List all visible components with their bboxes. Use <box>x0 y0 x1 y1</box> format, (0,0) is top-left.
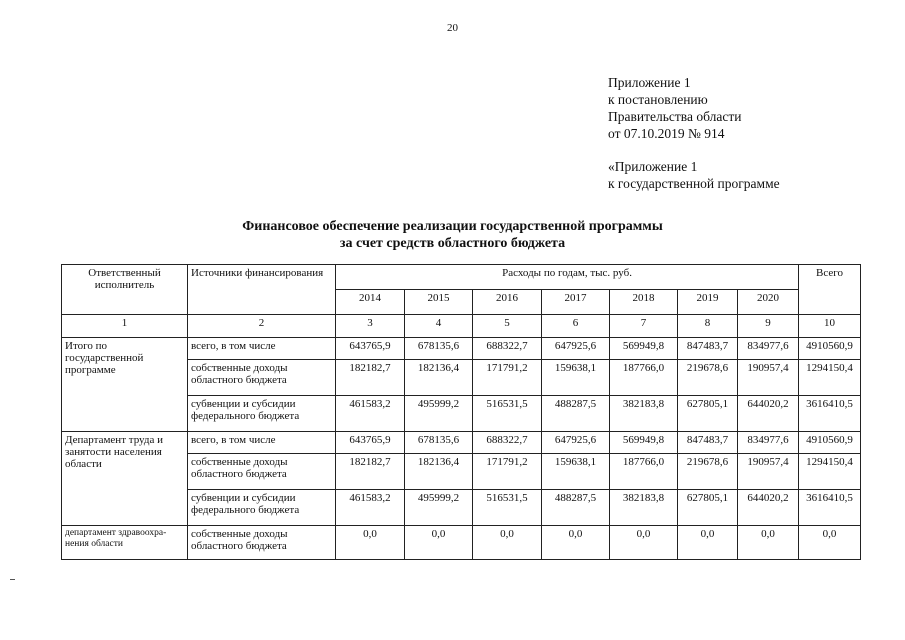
value-cell: 0,0 <box>610 526 678 560</box>
header-expenses: Расходы по годам, тыс. руб. <box>336 265 799 290</box>
header-year: 2020 <box>738 290 799 315</box>
source-cell: собственные доходы областного бюджета <box>188 454 336 490</box>
value-cell: 516531,5 <box>473 396 542 432</box>
column-number: 2 <box>188 315 336 338</box>
appendix-line: к государственной программе <box>608 176 780 191</box>
value-cell: 190957,4 <box>738 454 799 490</box>
column-number: 4 <box>405 315 473 338</box>
value-cell: 678135,6 <box>405 432 473 454</box>
column-number: 9 <box>738 315 799 338</box>
column-number: 3 <box>336 315 405 338</box>
value-cell: 0,0 <box>473 526 542 560</box>
source-cell: всего, в том числе <box>188 432 336 454</box>
appendix-line: от 07.10.2019 № 914 <box>608 126 725 141</box>
column-number: 7 <box>610 315 678 338</box>
header-year: 2019 <box>678 290 738 315</box>
value-cell: 0,0 <box>405 526 473 560</box>
executor-cell: Департамент труда и занятости населения области <box>62 432 188 526</box>
column-number: 8 <box>678 315 738 338</box>
value-cell: 3616410,5 <box>799 490 861 526</box>
column-number: 10 <box>799 315 861 338</box>
value-cell: 1294150,4 <box>799 454 861 490</box>
value-cell: 644020,2 <box>738 490 799 526</box>
executor-cell: департамент здравоохра-нения области <box>62 526 188 560</box>
value-cell: 4910560,9 <box>799 432 861 454</box>
value-cell: 644020,2 <box>738 396 799 432</box>
title-line: Финансовое обеспечение реализации государственной программы <box>242 219 663 234</box>
value-cell: 627805,1 <box>678 396 738 432</box>
appendix-line: Правительства области <box>608 109 742 124</box>
value-cell: 678135,6 <box>405 338 473 360</box>
value-cell: 834977,6 <box>738 432 799 454</box>
value-cell: 488287,5 <box>542 396 610 432</box>
source-cell: собственные доходы областного бюджета <box>188 526 336 560</box>
value-cell: 0,0 <box>799 526 861 560</box>
appendix-line: «Приложение 1 <box>608 159 698 174</box>
table-row <box>62 432 861 454</box>
value-cell: 182136,4 <box>405 454 473 490</box>
value-cell: 647925,6 <box>542 338 610 360</box>
value-cell: 219678,6 <box>678 360 738 396</box>
value-cell: 182182,7 <box>336 360 405 396</box>
appendix-block <box>608 74 780 192</box>
source-cell: субвенции и субсидии федерального бюджета <box>188 490 336 526</box>
value-cell: 495999,2 <box>405 490 473 526</box>
column-number: 1 <box>62 315 188 338</box>
value-cell: 182182,7 <box>336 454 405 490</box>
page-number: 20 <box>447 22 458 34</box>
column-number: 6 <box>542 315 610 338</box>
header-executor: Ответственный исполнитель <box>62 265 188 315</box>
value-cell: 488287,5 <box>542 490 610 526</box>
value-cell: 461583,2 <box>336 396 405 432</box>
value-cell: 0,0 <box>678 526 738 560</box>
value-cell: 1294150,4 <box>799 360 861 396</box>
value-cell: 647925,6 <box>542 432 610 454</box>
header-total: Всего <box>799 265 861 315</box>
table-row <box>62 526 861 560</box>
value-cell: 0,0 <box>738 526 799 560</box>
value-cell: 847483,7 <box>678 432 738 454</box>
value-cell: 627805,1 <box>678 490 738 526</box>
value-cell: 382183,8 <box>610 490 678 526</box>
header-year: 2014 <box>336 290 405 315</box>
value-cell: 516531,5 <box>473 490 542 526</box>
value-cell: 187766,0 <box>610 360 678 396</box>
title-line: за счет средств областного бюджета <box>339 236 566 251</box>
source-cell: собственные доходы областного бюджета <box>188 360 336 396</box>
header-year: 2015 <box>405 290 473 315</box>
executor-cell: Итого по государственной программе <box>62 338 188 432</box>
value-cell: 3616410,5 <box>799 396 861 432</box>
value-cell: 0,0 <box>336 526 405 560</box>
value-cell: 190957,4 <box>738 360 799 396</box>
value-cell: 643765,9 <box>336 432 405 454</box>
value-cell: 569949,8 <box>610 432 678 454</box>
value-cell: 182136,4 <box>405 360 473 396</box>
value-cell: 159638,1 <box>542 360 610 396</box>
value-cell: 159638,1 <box>542 454 610 490</box>
scan-mark <box>10 579 15 580</box>
source-cell: всего, в том числе <box>188 338 336 360</box>
table-row <box>62 338 861 360</box>
value-cell: 569949,8 <box>610 338 678 360</box>
header-row <box>62 265 861 290</box>
value-cell: 219678,6 <box>678 454 738 490</box>
value-cell: 688322,7 <box>473 338 542 360</box>
value-cell: 688322,7 <box>473 432 542 454</box>
header-year: 2017 <box>542 290 610 315</box>
value-cell: 187766,0 <box>610 454 678 490</box>
column-numbers-row <box>62 315 861 338</box>
header-year: 2018 <box>610 290 678 315</box>
value-cell: 495999,2 <box>405 396 473 432</box>
value-cell: 171791,2 <box>473 454 542 490</box>
value-cell: 4910560,9 <box>799 338 861 360</box>
value-cell: 643765,9 <box>336 338 405 360</box>
header-year: 2016 <box>473 290 542 315</box>
column-number: 5 <box>473 315 542 338</box>
value-cell: 834977,6 <box>738 338 799 360</box>
value-cell: 461583,2 <box>336 490 405 526</box>
value-cell: 171791,2 <box>473 360 542 396</box>
value-cell: 847483,7 <box>678 338 738 360</box>
document-title <box>0 218 905 252</box>
header-sources: Источники финансирования <box>188 265 336 315</box>
appendix-line: к постановлению <box>608 92 708 107</box>
value-cell: 382183,8 <box>610 396 678 432</box>
financing-table <box>61 264 861 560</box>
appendix-line: Приложение 1 <box>608 75 691 90</box>
source-cell: субвенции и субсидии федерального бюджета <box>188 396 336 432</box>
value-cell: 0,0 <box>542 526 610 560</box>
